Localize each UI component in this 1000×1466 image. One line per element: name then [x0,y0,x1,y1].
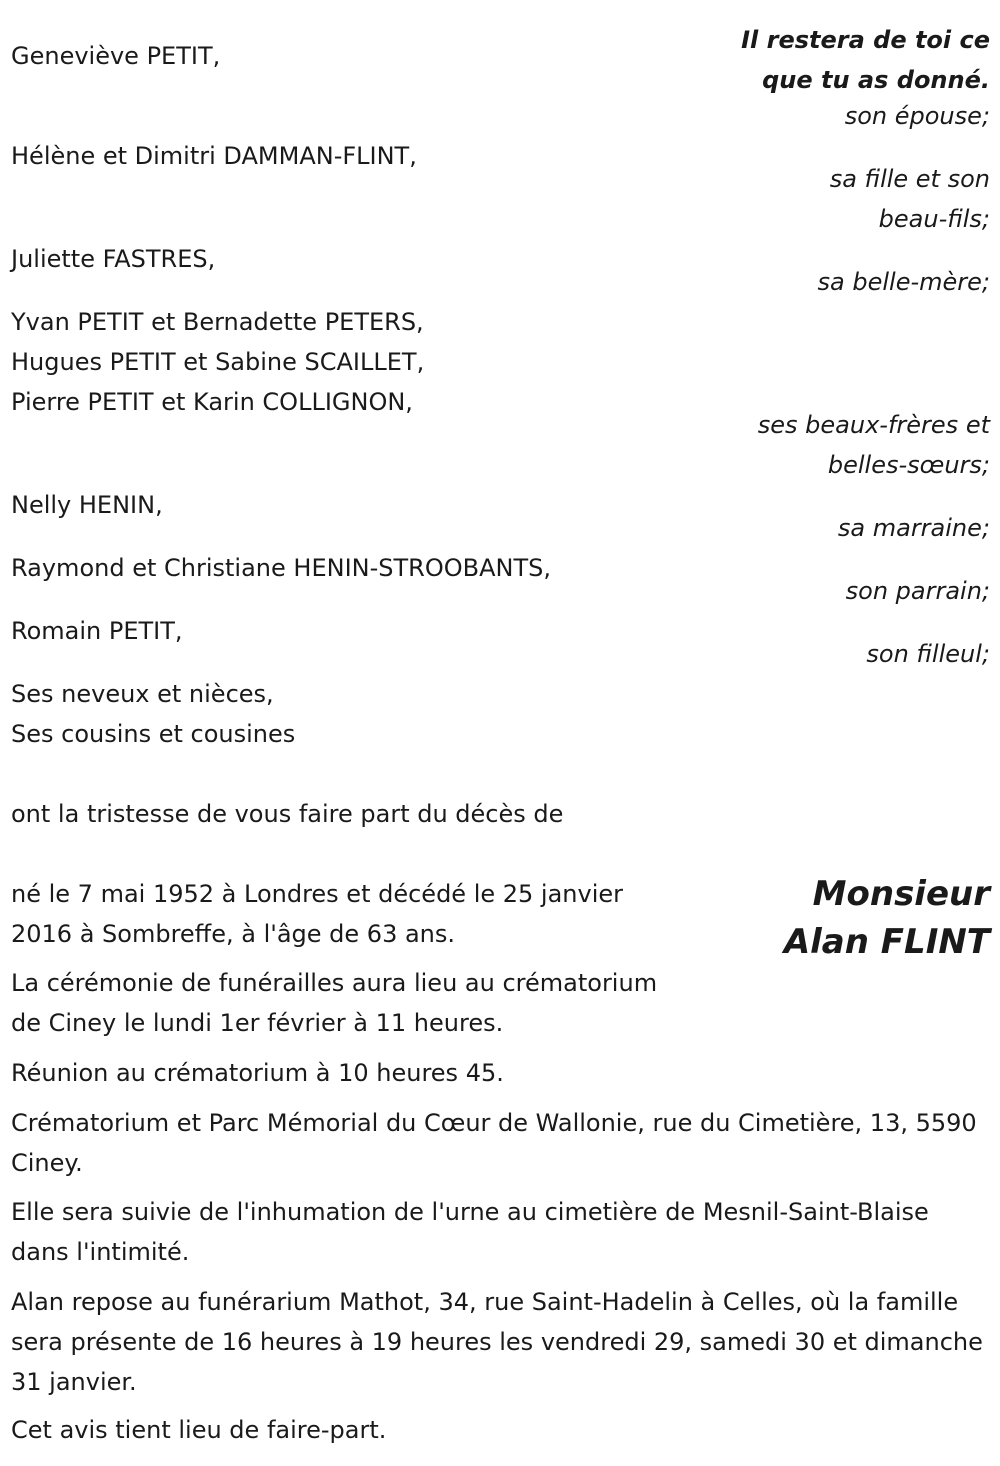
motto-line-1: Il restera de toi ce [741,26,990,54]
ceremony-line: La cérémonie de funérailles aura lieu au crématorium [11,969,658,997]
reunion-paragraph: Réunion au crématorium à 10 heures 45. [11,1059,504,1087]
family-relation: son épouse; [844,102,990,130]
family-relation: son filleul; [866,640,990,668]
family-name: Geneviève PETIT, [11,42,221,70]
birth-death-line: 2016 à Sombreffe, à l'âge de 63 ans. [11,920,456,948]
crematorium-address-paragraph: Crématorium et Parc Mémorial du Cœur de Wallonie, rue du Cimetière, 13, 5590 Ciney. [11,1109,977,1177]
closing-paragraph: Cet avis tient lieu de faire-part. [11,1416,387,1444]
family-name: Romain PETIT, [11,617,183,645]
family-name: Hélène et Dimitri DAMMAN-FLINT, [11,142,417,170]
family-name: Hugues PETIT et Sabine SCAILLET, [11,348,425,376]
family-relation: sa belle-mère; [817,268,990,296]
family-name: Raymond et Christiane HENIN-STROOBANTS, [11,554,551,582]
family-relation: belles-sœurs; [827,451,990,479]
ceremony-line: de Ciney le lundi 1er février à 11 heures. [11,1009,504,1037]
family-name: Ses cousins et cousines [11,720,296,748]
family-name: Pierre PETIT et Karin COLLIGNON, [11,388,413,416]
family-name: Ses neveux et nièces, [11,680,274,708]
family-relation: ses beaux-frères et [757,411,990,439]
deceased-title: Monsieur [812,874,990,914]
birth-death-line: né le 7 mai 1952 à Londres et décédé le 25 janvier [11,880,624,908]
family-relation: beau-fils; [878,205,990,233]
family-relation: sa marraine; [837,514,990,542]
family-relation: sa fille et son [829,165,990,193]
family-name: Juliette FASTRES, [11,245,216,273]
announcement-text: ont la tristesse de vous faire part du décès de [11,800,564,828]
funerarium-paragraph: Alan repose au funérarium Mathot, 34, rue Saint-Hadelin à Celles, où la famille sera présente de 16 heures à 19 heures les vendredi 29, samedi 30 et dimanche 31 janvier. [11,1288,983,1396]
deceased-name: Alan FLINT [783,922,990,962]
burial-paragraph: Elle sera suivie de l'inhumation de l'urne au cimetière de Mesnil-Saint-Blaise dans l'intimité. [11,1198,929,1266]
family-name: Nelly HENIN, [11,491,163,519]
family-name: Yvan PETIT et Bernadette PETERS, [11,308,424,336]
family-relation: son parrain; [845,577,990,605]
motto-line-2: que tu as donné. [762,66,990,94]
